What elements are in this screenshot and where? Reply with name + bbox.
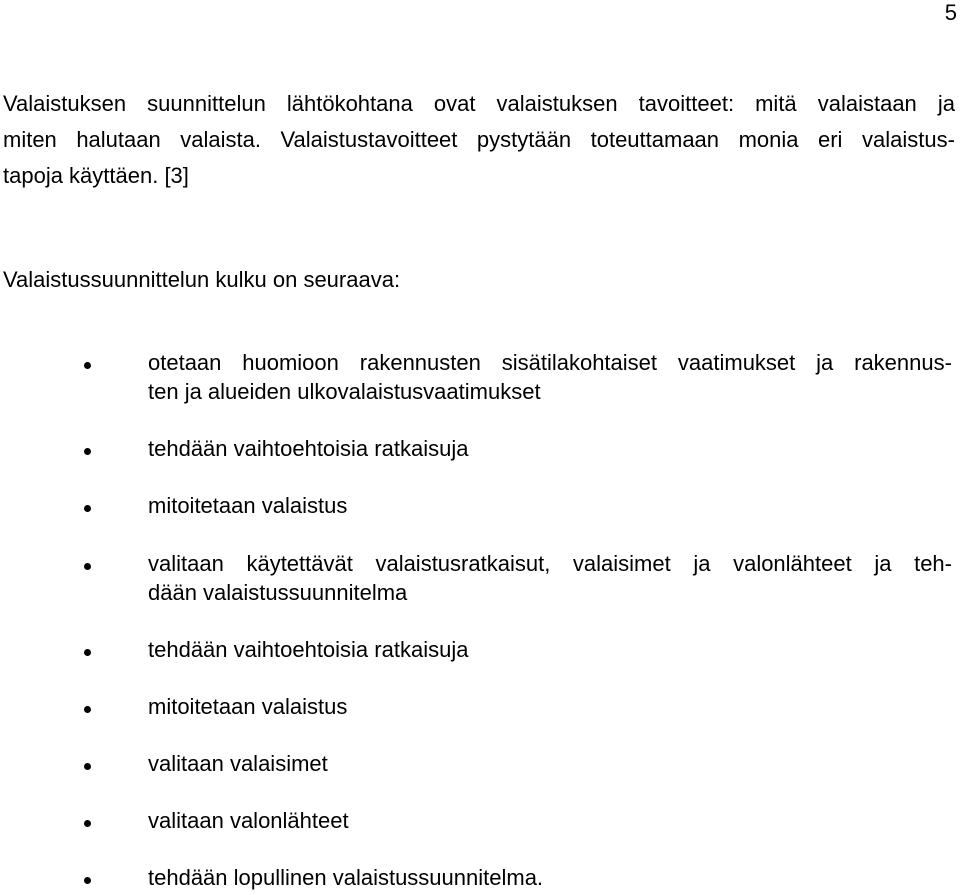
word: mitä	[755, 91, 797, 116]
bullet-icon	[84, 505, 91, 512]
intro-line: tapoja käyttäen. [3]	[3, 163, 189, 188]
word: ja	[874, 551, 892, 576]
process-step-line: tehdään vaihtoehtoisia ratkaisuja	[148, 436, 469, 461]
process-step-text	[148, 348, 952, 406]
word: valonlähteet	[733, 551, 852, 576]
word: vaatimukset	[677, 350, 796, 375]
process-step-text	[148, 635, 952, 664]
process-step-text	[148, 491, 952, 520]
word: valaistaan	[817, 91, 917, 116]
bullet-icon	[84, 448, 91, 455]
word: Valaistustavoitteet	[280, 127, 458, 152]
word: rakennusten	[359, 350, 481, 375]
word: halutaan	[76, 127, 161, 152]
word: pystytään	[476, 127, 572, 152]
process-step-line: mitoitetaan valaistus	[148, 694, 348, 719]
word: Valaistuksen	[3, 91, 127, 116]
process-step-text	[148, 806, 952, 835]
intro-paragraph	[3, 86, 955, 194]
process-step-text	[148, 749, 952, 778]
word: ja	[816, 350, 834, 375]
word: eri	[818, 127, 843, 152]
process-step-line: valitaan valonlähteet	[148, 808, 349, 833]
word: ja	[937, 91, 955, 116]
bullet-icon	[84, 563, 91, 570]
word: ovat	[433, 91, 476, 116]
page-number: 5	[944, 0, 957, 25]
process-step-line	[148, 549, 952, 578]
word: valaistuksen	[496, 91, 618, 116]
bullet-icon	[84, 820, 91, 827]
word: toteuttamaan	[590, 127, 720, 152]
process-step-text	[148, 863, 952, 892]
word: suunnittelun	[147, 91, 266, 116]
bullet-icon	[84, 649, 91, 656]
bullet-icon	[84, 763, 91, 770]
word: monia	[738, 127, 799, 152]
word: huomioon	[242, 350, 339, 375]
bullet-icon	[84, 877, 91, 884]
word: valaisimet	[572, 551, 671, 576]
process-step-line: tehdään vaihtoehtoisia ratkaisuja	[148, 637, 469, 662]
process-step-line: dään valaistussuunnitelma	[148, 580, 408, 605]
bullet-icon	[84, 362, 91, 369]
word: tavoitteet:	[638, 91, 735, 116]
process-step-line: mitoitetaan valaistus	[148, 493, 348, 518]
process-step-line: valitaan valaisimet	[148, 751, 328, 776]
word: valaistus-	[861, 127, 955, 152]
intro-line	[3, 86, 955, 122]
word: valitaan	[148, 551, 224, 576]
intro-line	[3, 122, 955, 158]
word: sisätilakohtaiset	[501, 350, 658, 375]
process-step-text	[148, 434, 952, 463]
word: miten	[3, 127, 57, 152]
word: ja	[693, 551, 711, 576]
word: lähtökohtana	[286, 91, 413, 116]
word: rakennus-	[854, 350, 952, 375]
word: valaista.	[180, 127, 261, 152]
word: käytettävät	[246, 551, 353, 576]
word: otetaan	[148, 350, 222, 375]
word: teh-	[914, 551, 952, 576]
word: valaistusratkaisut,	[375, 551, 551, 576]
process-step-line	[148, 348, 952, 377]
process-step-line: ten ja alueiden ulkovalaistusvaatimukset	[148, 379, 541, 404]
process-step-text	[148, 549, 952, 607]
process-intro-text: Valaistussuunnittelun kulku on seuraava:	[3, 267, 401, 292]
process-step-line: tehdään lopullinen valaistussuunnitelma.	[148, 865, 544, 890]
bullet-icon	[84, 706, 91, 713]
process-step-text	[148, 692, 952, 721]
